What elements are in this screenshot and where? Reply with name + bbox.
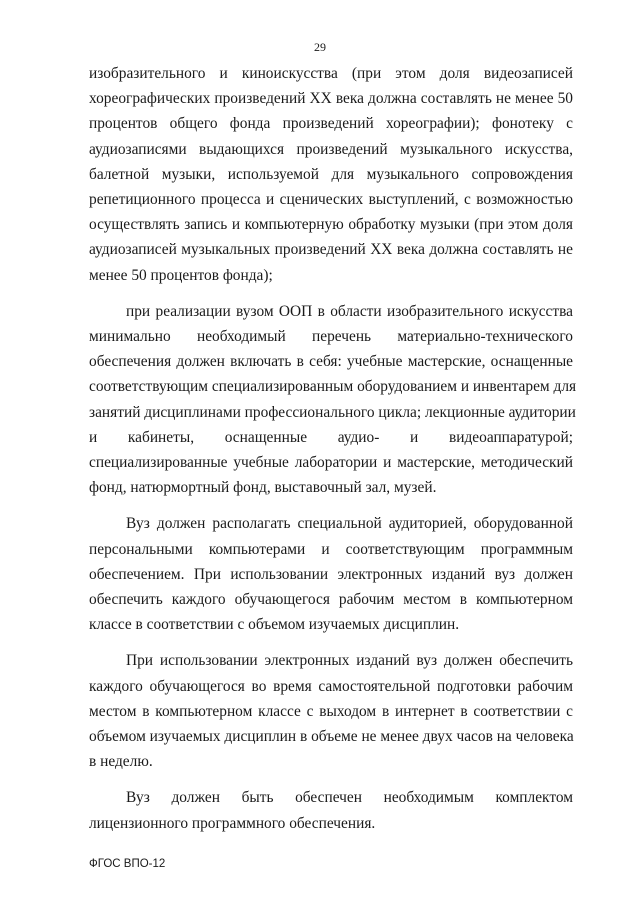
text-line: обеспечить каждого обучающегося рабочим местом в компьютерном <box>89 591 573 609</box>
text-line: балетной музыки, используемой для музыкального сопровождения <box>89 165 573 183</box>
text-line: менее 50 процентов фонда); <box>89 266 273 284</box>
paragraph-5 <box>89 785 573 835</box>
text-line: объемом изучаемых дисциплин в объеме не менее двух часов на человека <box>89 728 574 746</box>
text-line: аудиозаписей музыкальных произведений XX века должна составлять не <box>89 241 573 259</box>
text-line: процентов общего фонда произведений хореографии); фонотеку с <box>89 115 573 133</box>
text-line: хореографических произведений XX века должна составлять не менее 50 <box>89 90 573 108</box>
text-line: персональными компьютерами и соответствующим программным <box>89 540 573 558</box>
document-body <box>89 61 577 836</box>
text-line: фонд, натюрмортный фонд, выставочный зал, музей. <box>89 479 437 497</box>
text-line: специализированные учебные лаборатории и мастерские, методический <box>89 454 573 472</box>
text-line: изобразительного и киноискусства (при этом доля видеозаписей <box>89 65 573 82</box>
text-line: Вуз должен быть обеспечен необходимым комплектом <box>126 789 573 807</box>
text-line: репетиционного процесса и сценических выступлений, с возможностью <box>89 191 573 209</box>
text-line: и кабинеты, оснащенные аудио- и видеоаппаратурой; <box>89 428 573 446</box>
paragraph-1 <box>89 61 573 288</box>
paragraph-3 <box>89 511 573 637</box>
paragraph-2 <box>89 299 577 501</box>
text-line: При использовании электронных изданий вуз должен обеспечить <box>126 652 573 670</box>
text-line: занятий дисциплинами профессионального цикла; лекционные аудитории <box>89 403 576 421</box>
text-line: в неделю. <box>89 753 153 771</box>
text-line: аудиозаписями выдающихся произведений музыкального искусства, <box>89 140 573 158</box>
text-line: местом в компьютерном классе с выходом в интернет в соответствии с <box>89 702 573 720</box>
text-line: при реализации вузом ООП в области изобразительного искусства <box>126 302 573 320</box>
paragraph-4 <box>89 648 573 774</box>
page-number: 29 <box>314 40 326 54</box>
text-line: каждого обучающегося во время самостоятельной подготовки рабочим <box>89 677 573 695</box>
text-line: обеспечением. При использовании электронных изданий вуз должен <box>89 565 573 583</box>
text-line: соответствующим специализированным оборудованием и инвентарем для <box>89 378 577 396</box>
text-line: минимально необходимый перечень материально-технического <box>89 328 573 346</box>
text-line: Вуз должен располагать специальной аудиторией, оборудованной <box>126 515 573 533</box>
text-line: осуществлять запись и компьютерную обработку музыки (при этом доля <box>89 216 573 234</box>
footer-label: ФГОС ВПО-12 <box>89 858 166 870</box>
text-line: обеспечения должен включать в себя: учебные мастерские, оснащенные <box>89 353 573 371</box>
text-line: лицензионного программного обеспечения. <box>89 814 376 832</box>
text-line: классе в соответствии с объемом изучаемых дисциплин. <box>89 616 460 634</box>
